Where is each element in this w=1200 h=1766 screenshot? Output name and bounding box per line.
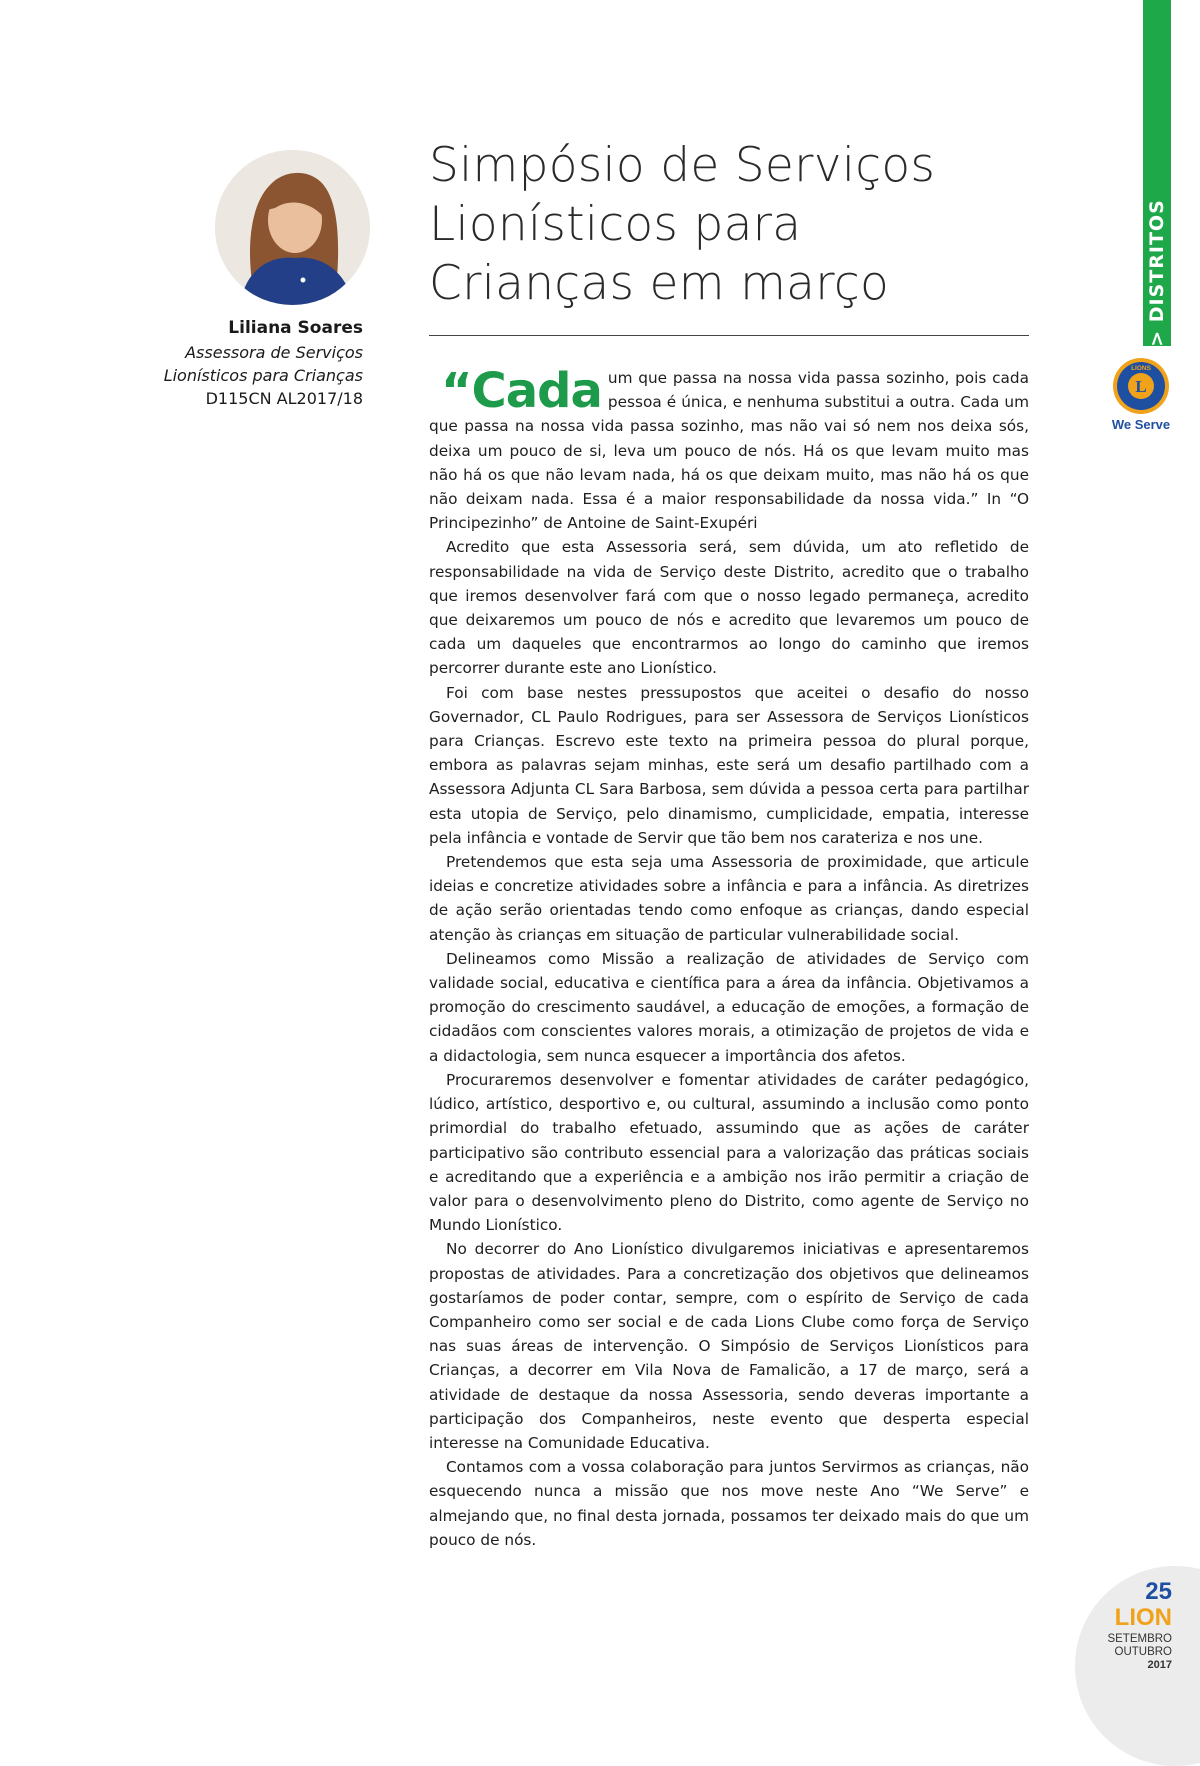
issue-month-2: OUTUBRO	[1114, 1646, 1172, 1658]
magazine-name: LION	[1114, 1604, 1172, 1631]
article-paragraph-8: Contamos com a vossa colaboração para juntos Servirmos as crianças, não esquecendo nunca a missão que nos move neste Ano “We Serve” e almejando que, no final desta jornada, possamos ter deixado mais do que um pouco de nós.	[429, 1458, 1029, 1549]
issue-date	[1080, 1633, 1172, 1672]
author-name: Liliana Soares	[228, 318, 363, 338]
issue-month-1: SETEMBRO	[1107, 1633, 1172, 1645]
article-paragraph-5: Delineamos como Missão a realização de atividades de Serviço com validade social, educativa e científica para a área da infância. Objetivamos a promoção do crescimento saudável, a educação de emoções, a formação de cidadãos com conscientes valores morais, a otimização de projetos de vida e a didactologia, sem nunca esquecer a importância dos afetos.	[429, 949, 1029, 1065]
issue-year: 2017	[1147, 1659, 1172, 1671]
article-body	[429, 363, 1029, 1552]
author-caption	[120, 318, 363, 410]
article-paragraph-3: Foi com base nestes pressupostos que aceitei o desafio do nosso Governador, CL Paulo Rodrigues, para ser Assessora de Serviços Lionísticos para Crianças. Escrevo este texto na primeira pessoa do plural porque, embora as palavras sejam minhas, este será um desafio partilhado com a Assessora Adjunta CL Sara Barbosa, sem dúvida a pessoa certa para partilhar esta utopia de Serviço, pelo dinamismo, cumplicidade, empatia, interesse pela infância e vontade de Servir que tão bem nos carateriza e nos une.	[429, 683, 1029, 847]
title-divider	[429, 335, 1029, 336]
dropcap: “Cada	[441, 363, 602, 419]
page-number: 25	[1145, 1578, 1172, 1605]
author-district: D115CN AL2017/18	[205, 389, 363, 408]
svg-text:LIONS: LIONS	[1131, 365, 1151, 372]
article-paragraph-4: Pretendemos que esta seja uma Assessoria de proximidade, que articule ideias e concretize atividades sobre a infância e para a infância. As diretrizes de ação serão orientadas tendo como enfoque as crianças, dando especial atenção às crianças em situação de particular vulnerabilidade social.	[429, 853, 1029, 944]
section-label: > DISTRITOS	[1146, 199, 1168, 347]
article-title: Simpósio de Serviços Lionísticos para Crianças em março	[429, 138, 936, 311]
author-role-line-2: Lionísticos para Crianças	[163, 366, 363, 385]
article-paragraph-1	[429, 363, 1029, 535]
article-paragraph-7: No decorrer do Ano Lionístico divulgaremos iniciativas e apresentaremos propostas de atividades. Para a concretização dos objetivos que delineamos gostaríamos de poder contar, sempre, com o espírito de Serviço de cada Companheiro como ser social e de cada Lions Clube como força de Serviço nas suas áreas de intervenção. O Simpósio de Serviços Lionísticos para Crianças, a decorrer em Vila Nova de Famalicão, a 17 de março, será a atividade de destaque da nossa Assessoria, sendo deveras importante a participação dos Companheiros, neste evento que desperta especial interesse na Comunidade Educativa.	[429, 1240, 1029, 1452]
article-paragraph-1-text: um que passa na nossa vida passa sozinho, pois cada pessoa é única, e nenhuma substitui a outra. Cada um que passa na nossa vida passa sozinho, mas não vai só nem nos deixa sós, deixa um pouco de si, leva um pouco de nós. Há os que levam muito mas não há os que não levam nada, há os que deixam muito, mas não há os que não deixam nada. Essa é a maior responsabilidade da nossa vida.” In “O Principezinho” de Antoine de Saint-Exupéri	[429, 369, 1029, 533]
lions-emblem-icon	[1109, 356, 1173, 416]
author-photo	[215, 150, 370, 305]
author-role-line-1: Assessora de Serviços	[185, 343, 363, 362]
lions-tagline: We Serve	[1111, 417, 1171, 432]
svg-text:L: L	[1135, 377, 1147, 396]
lions-logo	[1109, 356, 1173, 416]
author-portrait-icon	[215, 150, 370, 305]
article-paragraph-6: Procuraremos desenvolver e fomentar atividades de caráter pedagógico, lúdico, artístico, desportivo e, ou cultural, assumindo a inclusão como ponto primordial do trabalho efetuado, assumindo que as ações de caráter participativo são contributo essencial para a valorização das práticas sociais e acreditando que a experiência e a ambição nos irão permitir a criação de valor para o desenvolvimento pleno do Distrito, como agente de Serviço no Mundo Lionístico.	[429, 1070, 1029, 1235]
article-paragraph-2: Acredito que esta Assessoria será, sem dúvida, um ato refletido de responsabilidade na vida de Serviço deste Distrito, acredito que o trabalho que iremos desenvolver fará com que o nosso legado permaneça, acredito que deixaremos um pouco de nós e acredito que levaremos um pouco de cada um daqueles que encontrarmos ao longo do caminho que iremos percorrer durante este ano Lionístico.	[429, 538, 1029, 678]
